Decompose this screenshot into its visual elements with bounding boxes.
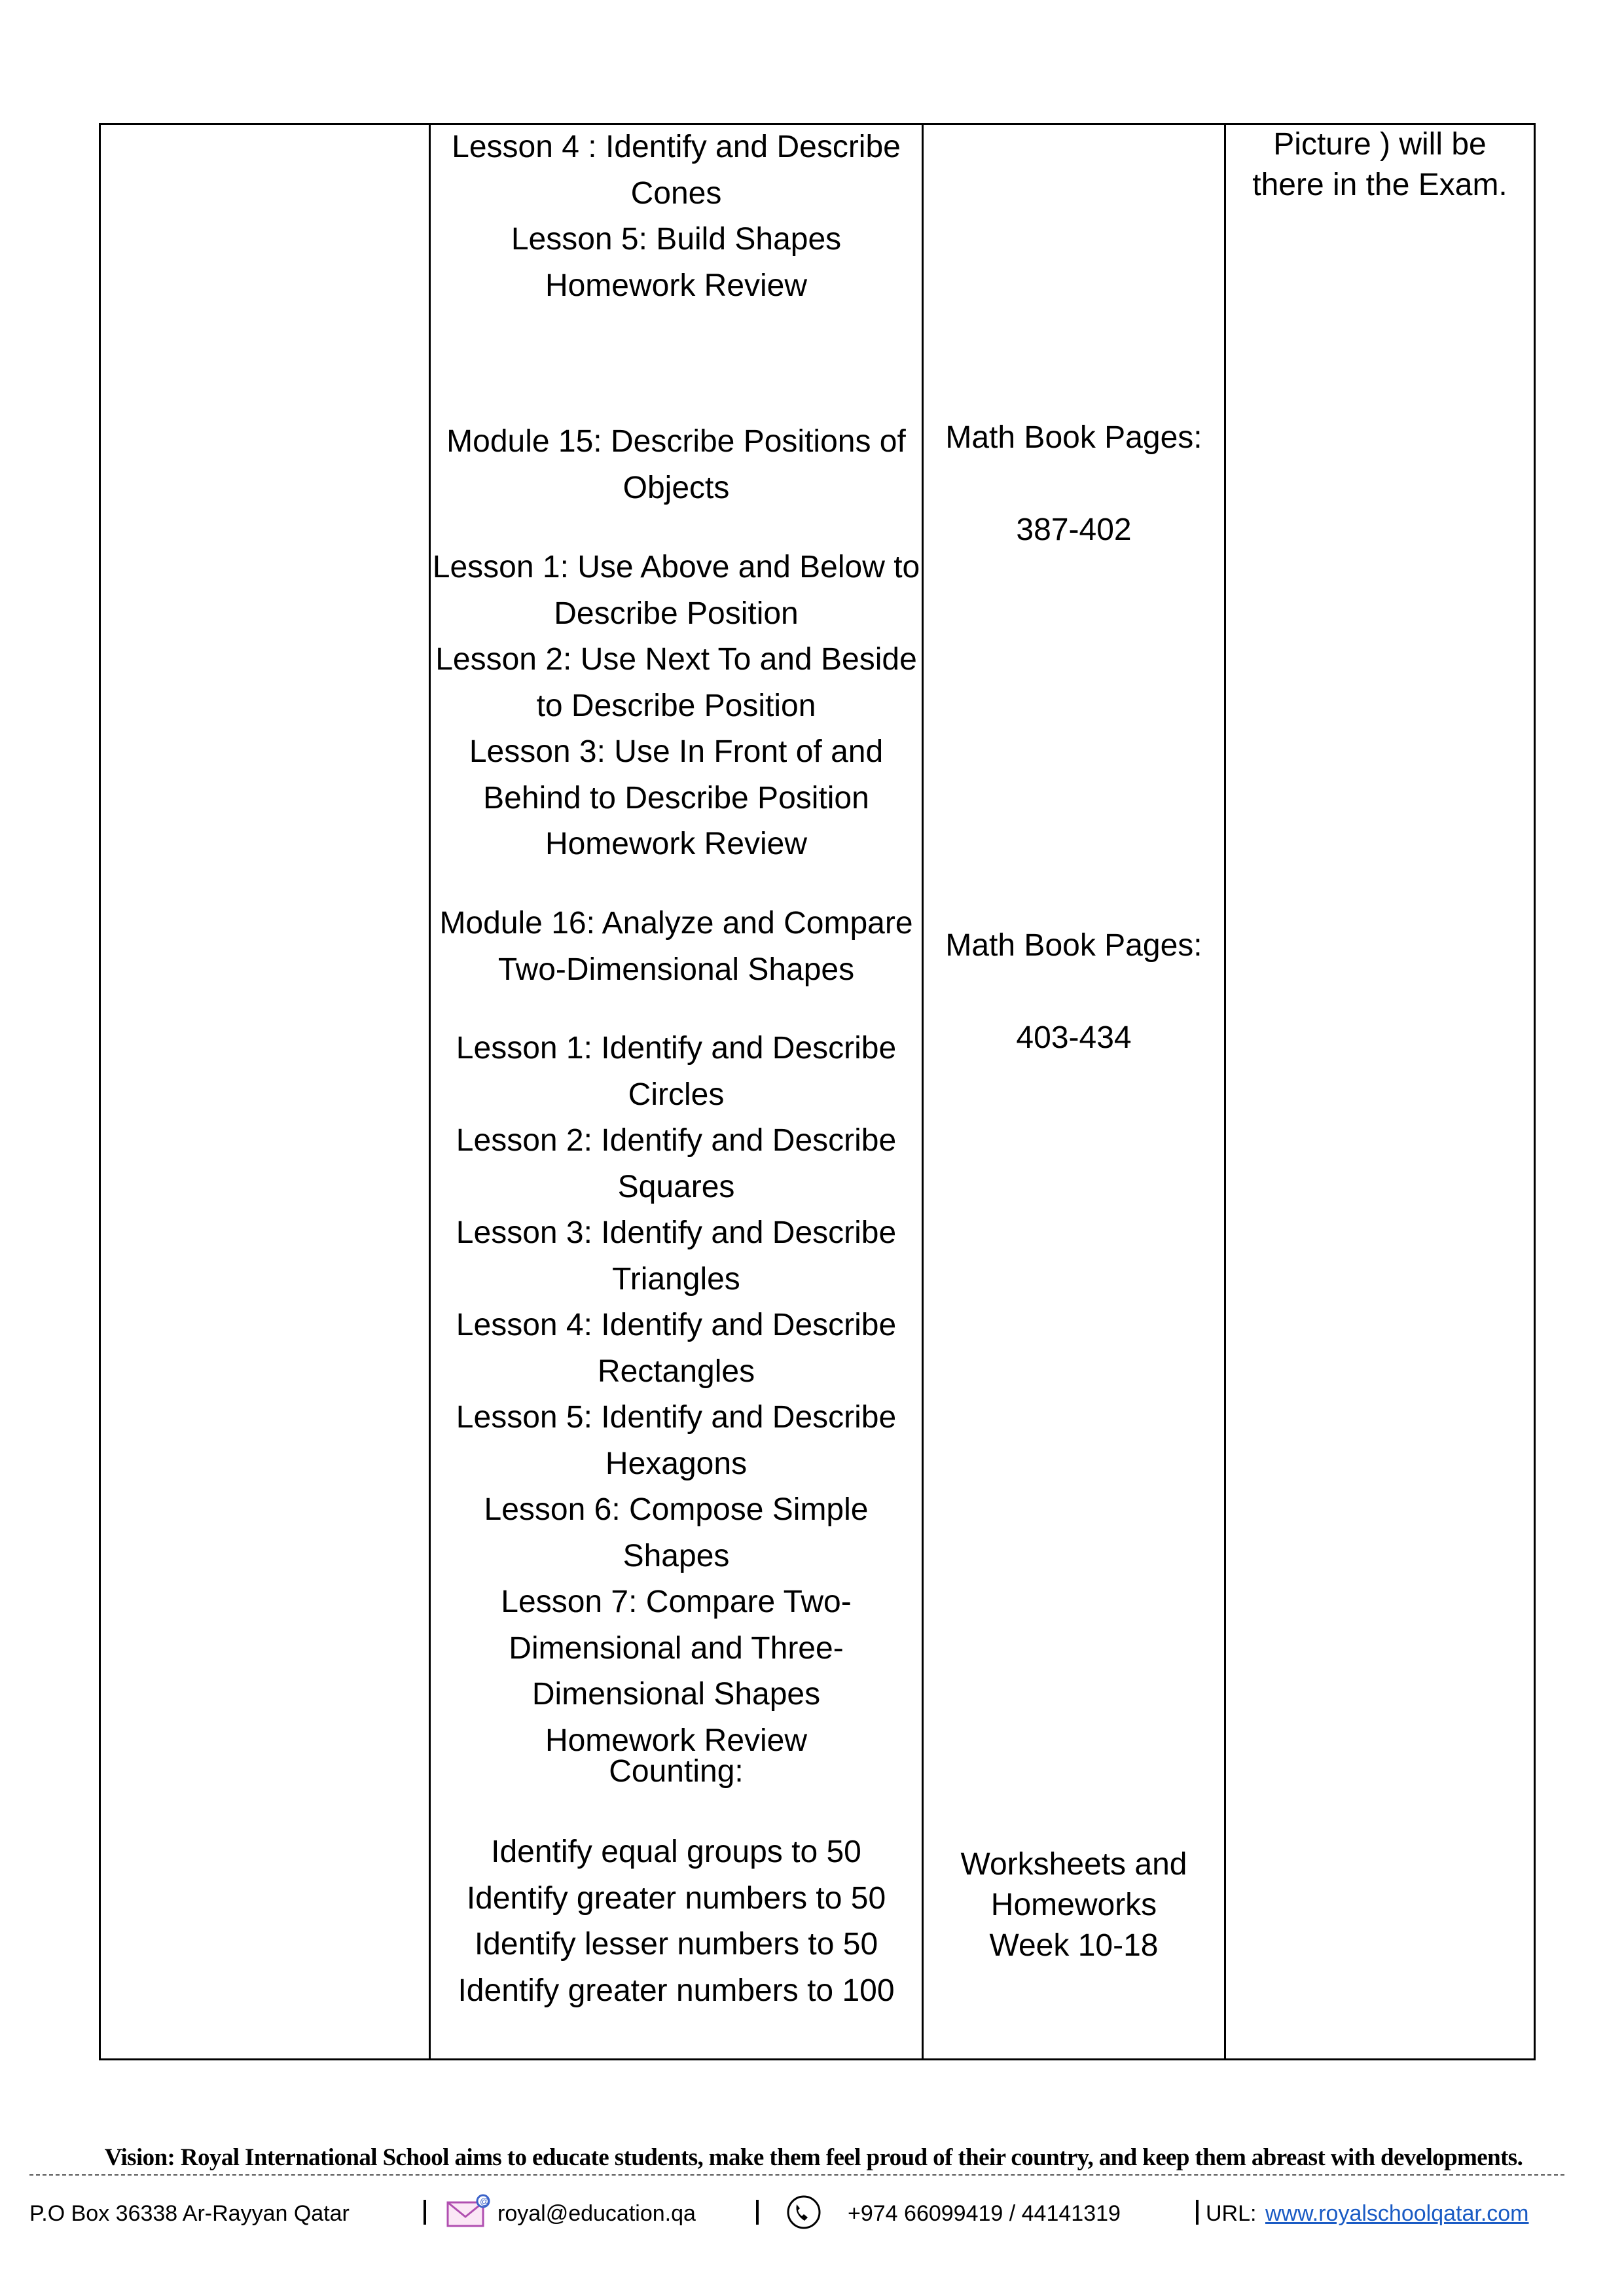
text-line: Lesson 6: Compose Simple Shapes [484,1492,869,1573]
counting-list [431,1829,922,2014]
book-pages-range: 403-434 [1016,1020,1132,1055]
module-15-lessons [431,545,922,868]
email-icon [445,2193,491,2234]
text-line: Lesson 7: Compare Two- [501,1585,852,1619]
phone-icon [785,2195,825,2236]
text-line: Picture ) will be [1273,127,1487,162]
book-pages-range: 387-402 [1016,512,1132,547]
text-line: Lesson 1: Identify and Describe [456,1031,897,1066]
counting-title [431,1749,922,1795]
footer-divider [29,2174,1564,2176]
text-line: Identify lesser numbers to 50 [474,1927,878,1962]
address-text: P.O Box 36338 Ar-Rayyan Qatar [29,2201,350,2226]
text-line: Lesson 1: Use Above and Below to [432,550,920,584]
text-line: to Describe Position [536,688,816,723]
text-line: Two-Dimensional Shapes [497,952,855,987]
url-label: URL: [1206,2201,1257,2226]
text-line: Lesson 4: Identify and Describe [456,1308,897,1342]
lesson-list [431,124,922,309]
module-16-title [431,901,922,993]
book-pages-module-16 [924,923,1224,1061]
worksheets-cell [924,1844,1224,1966]
text-line: Module 16: Analyze and Compare [439,906,913,941]
text-line: Lesson 3: Identify and Describe [456,1215,897,1250]
column-divider [922,123,924,2060]
text-line: Rectangles [597,1354,755,1389]
module-title [431,901,922,993]
lesson-list [431,545,922,868]
phone-number[interactable]: +974 66099419 / 44141319 [848,2201,1121,2226]
text-line: Identify greater numbers to 100 [458,1973,895,2008]
module-15-title [431,419,922,511]
svg-text:@: @ [480,2196,490,2206]
separator [756,2200,759,2225]
text-line: Cones [630,175,722,211]
email-address[interactable]: royal@education.qa [497,2201,696,2226]
lessons-cell [431,124,922,309]
text-line: there in the Exam. [1252,168,1507,202]
separator [424,2200,426,2225]
text-line: Module 15: Describe Positions of [446,424,906,459]
counting-heading: Counting: [609,1754,744,1789]
text-line: Lesson 5: Identify and Describe [456,1400,897,1435]
lesson-list [431,1026,922,1764]
text-line: Lesson 5: Build Shapes [511,222,842,257]
text-line: Hexagons [605,1446,748,1481]
text-line: Homeworks [990,1888,1157,1922]
text-line: Week 10-18 [989,1928,1159,1963]
text-line: Lesson 2: Identify and Describe [456,1123,897,1158]
text-line: Identify greater numbers to 50 [466,1880,886,1916]
text-line: Triangles [612,1261,740,1297]
text-line: Objects [623,470,730,505]
text-line: Circles [628,1077,725,1112]
text-line: Worksheets and [960,1847,1187,1882]
separator [1196,2200,1199,2225]
module-16-lessons [431,1026,922,1764]
text-line: Behind to Describe Position [483,780,869,816]
text-line: Dimensional and Three- [509,1630,844,1666]
book-pages-label: Math Book Pages: [945,420,1202,455]
text-line: Squares [617,1169,735,1204]
vision-statement: Vision: Royal International School aims to educate students, make them feel proud of their country, and keep them abreast with developments. [104,2144,1523,2171]
counting-items [431,1829,922,2014]
website-link[interactable]: www.royalschoolqatar.com [1265,2201,1529,2226]
text-line: Describe Position [554,596,799,631]
column-divider [1224,123,1226,2060]
text-line: Homework Review [545,268,808,303]
book-pages-label: Math Book Pages: [945,928,1202,963]
text-line: Lesson 2: Use Next To and Beside [435,642,917,677]
text-line: Homework Review [545,827,808,861]
exam-note [1226,124,1534,206]
text-line: Homework Review [545,1723,808,1758]
module-title [431,419,922,511]
exam-note-cell [1226,124,1534,206]
text-line: Lesson 3: Use In Front of and [469,734,884,769]
worksheets-text [924,1844,1224,1966]
text-line: Lesson 4 : Identify and Describe [452,130,901,164]
contact-bar [29,2196,1600,2235]
book-pages-module-15 [924,415,1224,553]
text-line: Identify equal groups to 50 [491,1835,861,1869]
text-line: Dimensional Shapes [532,1677,821,1712]
